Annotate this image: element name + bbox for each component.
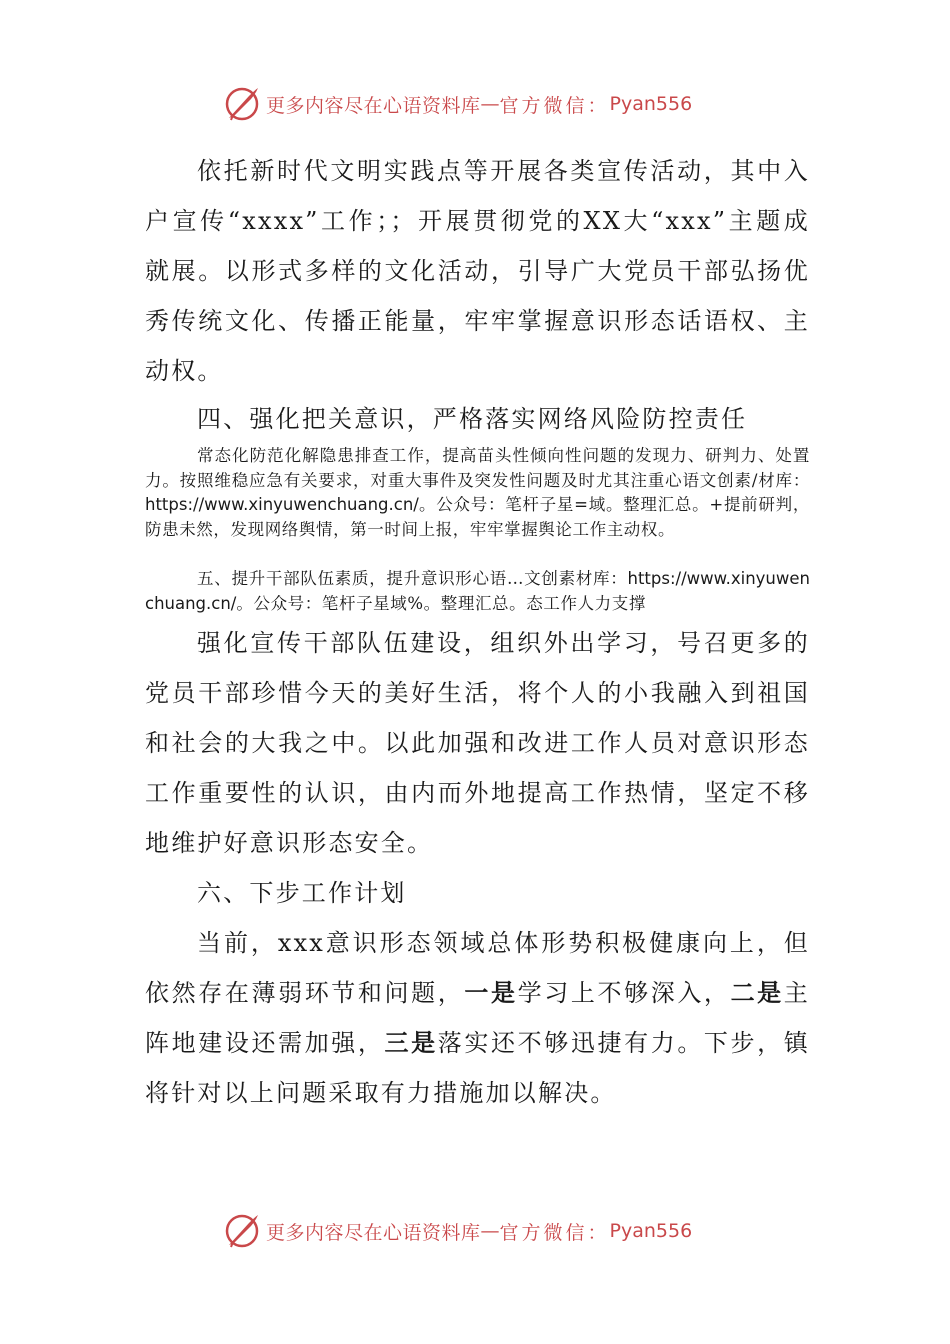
watermark-banner-top [222, 84, 692, 124]
watermark-site: 更多内容尽在心语资料库 [266, 1221, 481, 1244]
watermark-site: 更多内容尽在心语资料库 [266, 94, 481, 117]
paragraph-propaganda: 依托新时代文明实践点等开展各类宣传活动，其中入户宣传“xxxx”工作；；开展贯彻党的XX大“xxx”主题成就展。以形式多样的文化活动，引导广大党员干部弘扬优秀传统文化、传播正能量，牢牢掌握意识形态话语权、主动权。 [145, 157, 810, 385]
next-steps-bold-two: 二是 [730, 978, 784, 1007]
quill-logo-icon [222, 1211, 262, 1251]
watermark-separator: — [480, 93, 500, 115]
watermark-banner-bottom [222, 1211, 692, 1251]
watermark-official: 官方微信： [499, 1221, 610, 1244]
watermark-separator: — [480, 1220, 500, 1242]
paragraph-next-steps [145, 918, 810, 1118]
next-steps-text-e: 落实还不够迅捷有力。下步，镇将针对以上问题采取有力措施加以解决。 [145, 1029, 810, 1107]
next-steps-text-c: 学习上不够深入， [517, 979, 731, 1007]
quill-logo-icon [222, 84, 262, 124]
section-five-url: https://www.xinyuwenchuang.cn/ [145, 569, 810, 613]
section-five-text-a: 五、提升干部队伍素质，提升意识形心语…文创素材库： [197, 569, 628, 588]
paragraph-cadre-building: 强化宣传干部队伍建设，组织外出学习，号召更多的党员干部珍惜今天的美好生活，将个人的小我融入到祖国和社会的大我之中。以此加强和改进工作人员对意识形态工作重要性的认识，由内而外地提高工作热情，坚定不移地维护好意识形态安全。 [145, 629, 810, 857]
watermark-official: 官方微信： [499, 94, 610, 117]
risk-control-url: https://www.xinyuwenchuang.cn/ [145, 495, 419, 515]
risk-control-text-b: 。公众号：笔杆子星=域。整理汇总。+提前研判，防患未然，发现网络舆情，第一时间上报，牢牢掌握舆论工作主动权。 [145, 495, 810, 539]
next-steps-bold-three: 三是 [384, 1028, 438, 1057]
section-five-text-b: 。公众号：笔杆子星域%。整理汇总。态工作人力支撑 [236, 593, 646, 613]
watermark-id: Pyan556 [609, 93, 693, 115]
heading-section-four: 四、强化把关意识，严格落实网络风险防控责任 [197, 405, 748, 433]
next-steps-bold-one: 一是 [464, 978, 518, 1007]
paragraph-risk-control [145, 444, 810, 542]
watermark-id: Pyan556 [609, 1220, 693, 1242]
next-steps-text-d: 主阵地建设还需加强， [145, 979, 810, 1057]
heading-section-six: 六、下步工作计划 [197, 879, 407, 907]
risk-control-text-a: 常态化防范化解隐患排查工作，提高苗头性倾向性问题的发现力、研判力、处置力。按照维稳应急有关要求，对重大事件及突发性问题及时尤其注重心语文创素/材库： [145, 446, 810, 490]
next-steps-text-a: 当前，xxx意识形态领域总体形势积极健康向上，但依然存在薄弱环节和问题， [145, 929, 810, 1007]
paragraph-section-five [145, 567, 810, 616]
